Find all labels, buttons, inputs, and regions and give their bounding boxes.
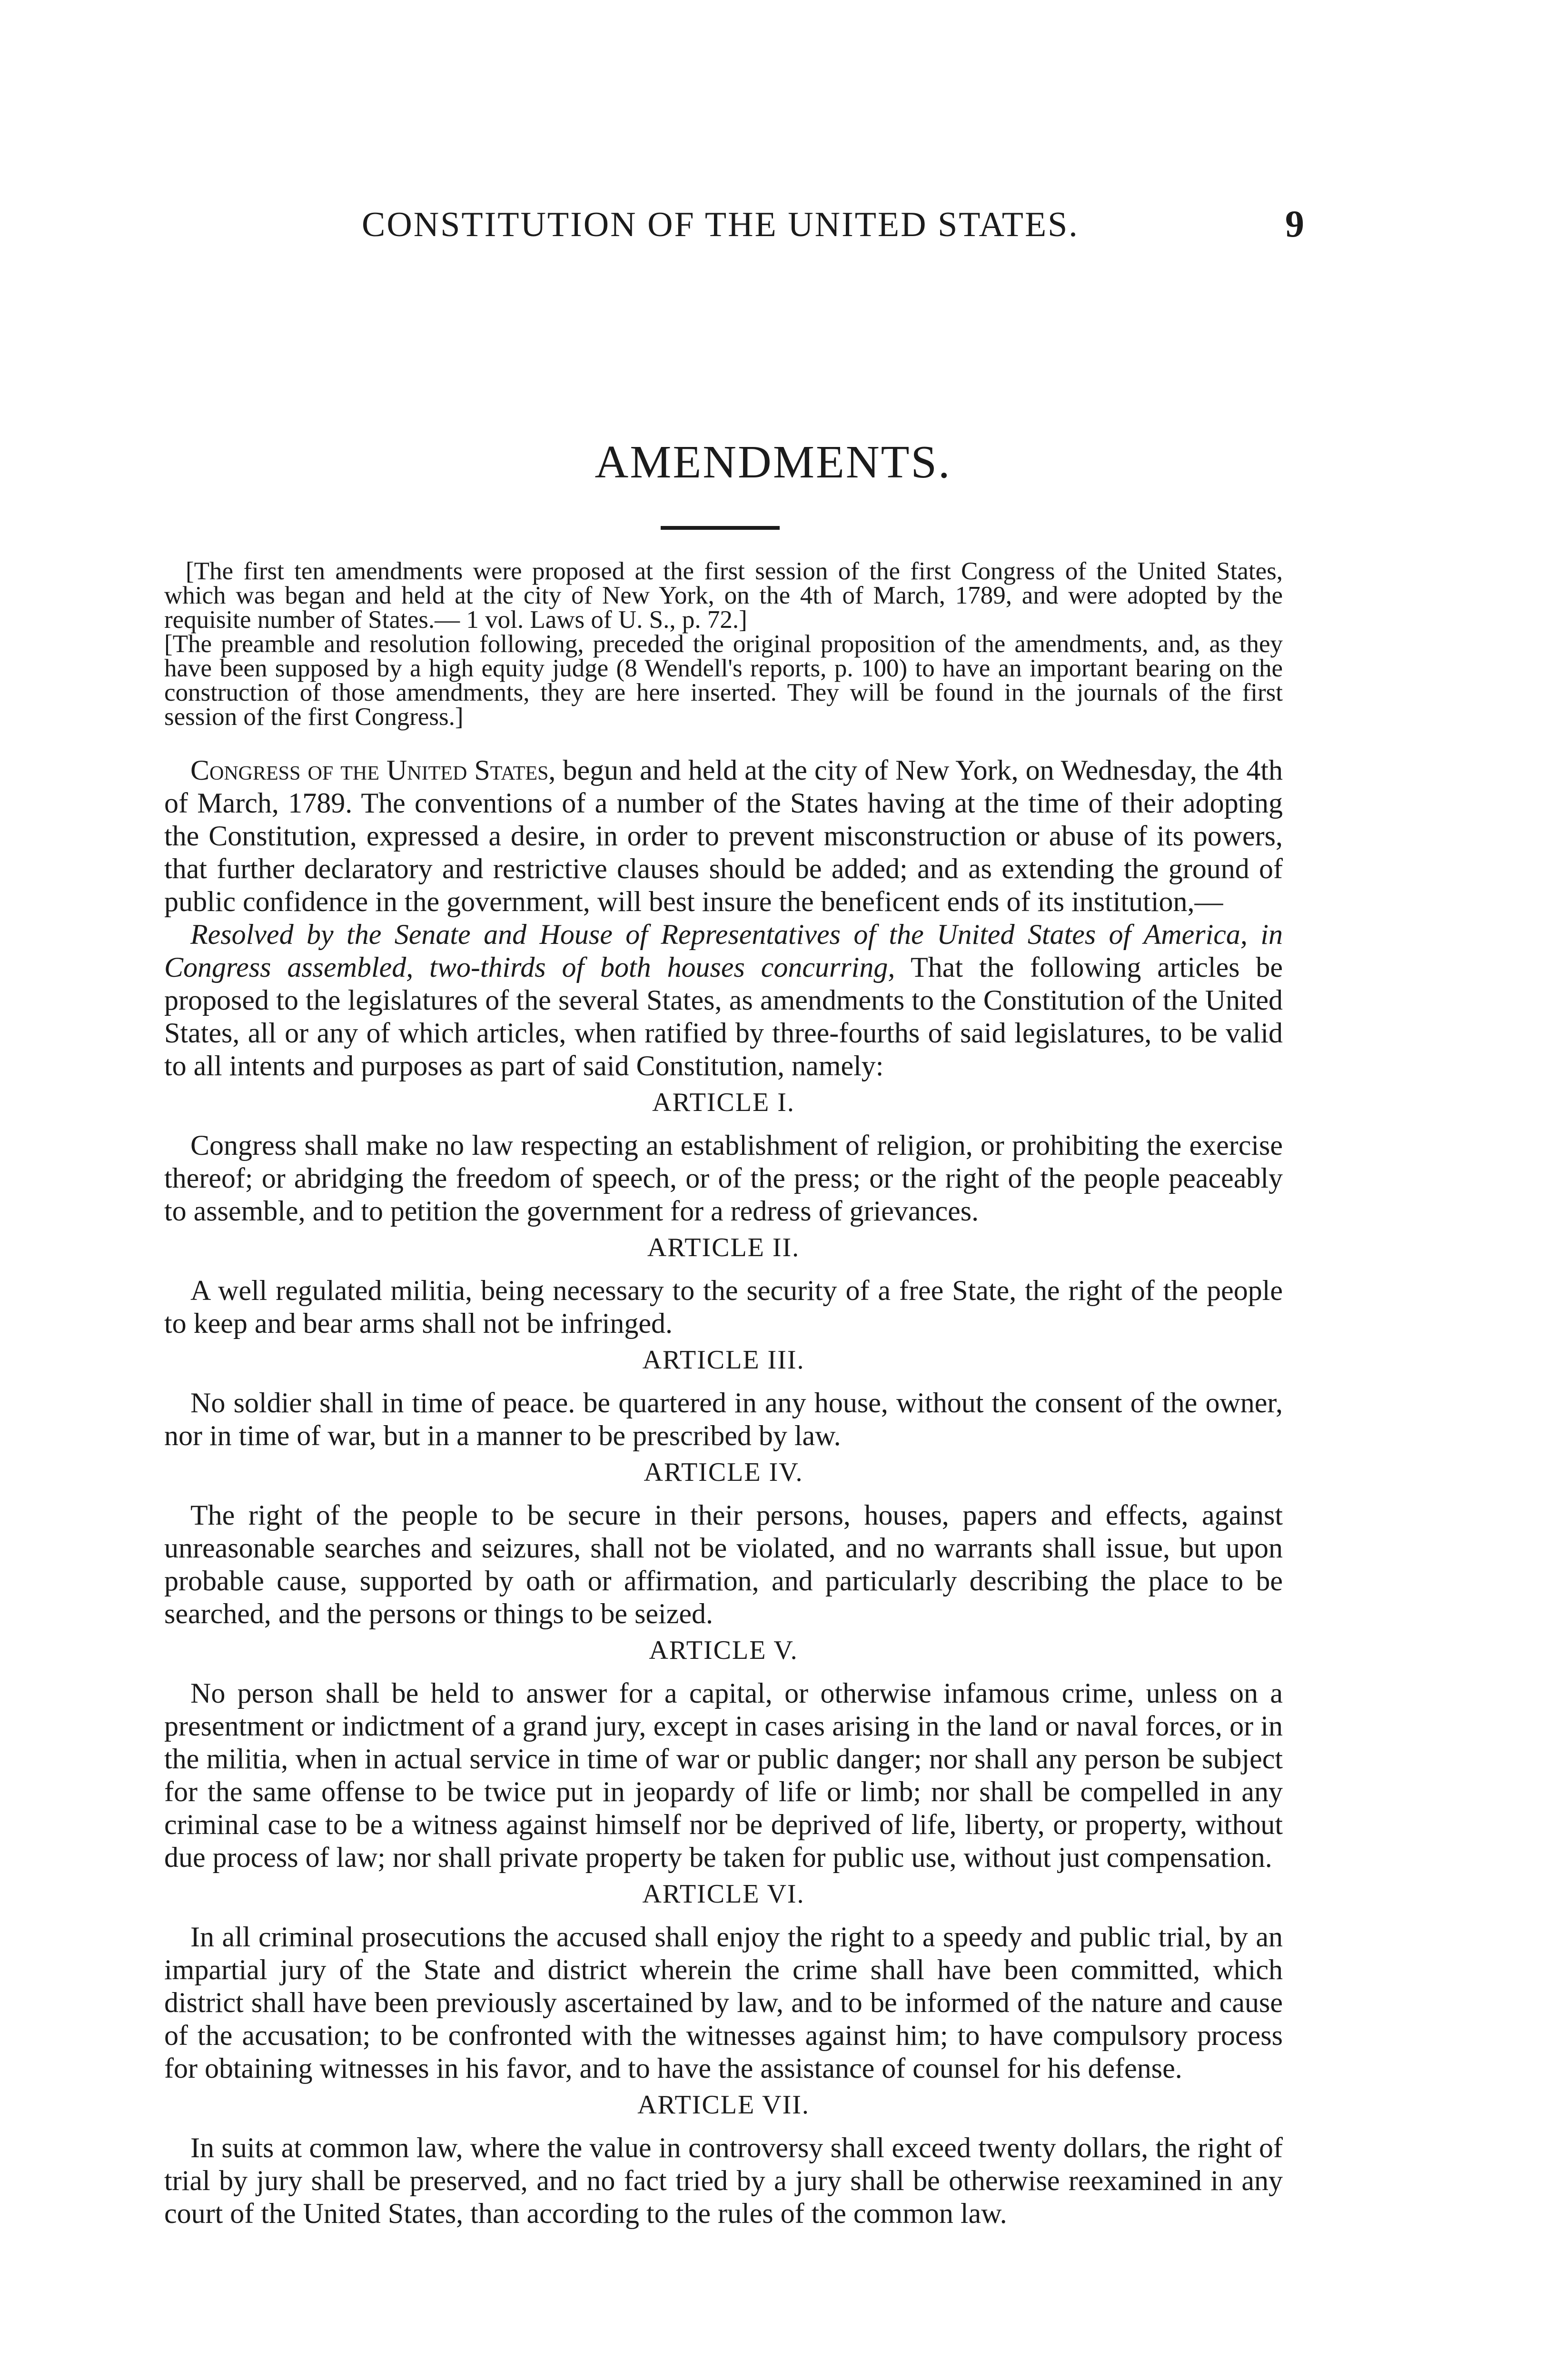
editorial-note: [The first ten amendments were proposed at the first session of the first Congress of the United States, which was began and held at the city of New York, on the 4th of March, 1789, and were adopted by the requisite number of States.— 1 vol. Laws of U. S., p. 72.] bbox=[164, 557, 1283, 634]
article-text: The right of the people to be secure in their persons, houses, papers and effects, against unreasonable searches and seizures, shall not be violated, and no warrants shall issue, but upon probable cause, supported by oath or affirmation, and particularly describing the place to be searched, and the persons or things to be seized. bbox=[164, 1499, 1283, 1629]
page-number: 9 bbox=[1285, 203, 1304, 245]
preamble-paragraph bbox=[164, 754, 1283, 918]
article-text: In suits at common law, where the value in controversy shall exceed twenty dollars, the right of trial by jury shall be preserved, and no fact tried by a jury shall be otherwise reexamined in any court of the United States, than according to the rules of the common law. bbox=[164, 2132, 1283, 2229]
article-text: No person shall be held to answer for a capital, or otherwise infamous crime, unless on a presentment or indictment of a grand jury, except in cases arising in the land or naval forces, or in the militia, when in actual service in time of war or public danger; nor shall any person be subject for the same offense to be twice put in jeopardy of life or limb; nor shall be compelled in any criminal case to be a witness against himself nor be deprived of life, liberty, or property, without due process of law; nor shall private property be taken for public use, without just compensation. bbox=[164, 1677, 1283, 1873]
preamble-text: begun and held at the city of New York, on Wednesday, the 4th of March, 1789. The conventions of a number of the States having at the time of their adopting the Constitution, expressed a desire, in order to prevent misconstruction or abuse of its powers, that further declaratory and restrictive clauses should be added; and as extending the ground of public confidence in the government, will best insure the beneficent ends of its institution,— bbox=[164, 754, 1283, 917]
article-text: A well regulated militia, being necessary to the security of a free State, the right of the people to keep and bear arms shall not be infringed. bbox=[164, 1275, 1283, 1339]
article-title: ARTICLE VI. bbox=[642, 1879, 805, 1909]
section-heading: AMENDMENTS. bbox=[595, 436, 951, 488]
article-title: ARTICLE IV. bbox=[644, 1458, 803, 1487]
preamble-lead: Congress of the United States, bbox=[190, 754, 556, 786]
article-text: Congress shall make no law respecting an establishment of religion, or prohibiting the exercise thereof; or abridging the freedom of speech, or of the press; or the right of the people peaceably to assemble, and to petition the government for a redress of grievances. bbox=[164, 1130, 1283, 1227]
heading-rule bbox=[661, 526, 780, 530]
resolution-paragraph bbox=[164, 918, 1283, 1082]
editorial-note: [The preamble and resolution following, preceded the original proposition of the amendments, and, as they have been supposed by a high equity judge (8 Wendell's reports, p. 100) to have an important bearing on the construction of those amendments, they are here inserted. They will be found in the journals of the first session of the first Congress.] bbox=[164, 630, 1283, 731]
resolution-text: That the following articles be proposed to the legislatures of the several States, as amendments to the Constitution of the United States, all or any of which articles, when ratified by three-fourths of said legislatures, to be valid to all intents and purposes as part of said Constitution, namely: bbox=[164, 952, 1283, 1081]
article-title: ARTICLE V. bbox=[649, 1636, 798, 1665]
article-title: ARTICLE II. bbox=[647, 1233, 800, 1262]
article-text: In all criminal prosecutions the accused shall enjoy the right to a speedy and public trial, by an impartial jury of the State and district wherein the crime shall have been committed, which district shall have been previously ascertained by law, and to be informed of the nature and cause of the accusation; to be confronted with the witnesses against him; to have compulsory process for obtaining witnesses in his favor, and to have the assistance of counsel for his defense. bbox=[164, 1921, 1283, 2084]
article-text: No soldier shall in time of peace. be quartered in any house, without the consent of the owner, nor in time of war, but in a manner to be prescribed by law. bbox=[164, 1387, 1283, 1451]
resolution-italic: Resolved by the Senate and House of Representatives of the United States of America, in Congress assembled, two-thirds of both houses concurring, bbox=[164, 919, 1283, 983]
document-body bbox=[164, 559, 1283, 2230]
article-title: ARTICLE III. bbox=[642, 1345, 805, 1375]
article-title: ARTICLE VII. bbox=[637, 2090, 810, 2120]
page-header bbox=[362, 205, 1304, 252]
running-title: CONSTITUTION OF THE UNITED STATES. bbox=[362, 205, 1079, 244]
article-title: ARTICLE I. bbox=[652, 1088, 795, 1117]
